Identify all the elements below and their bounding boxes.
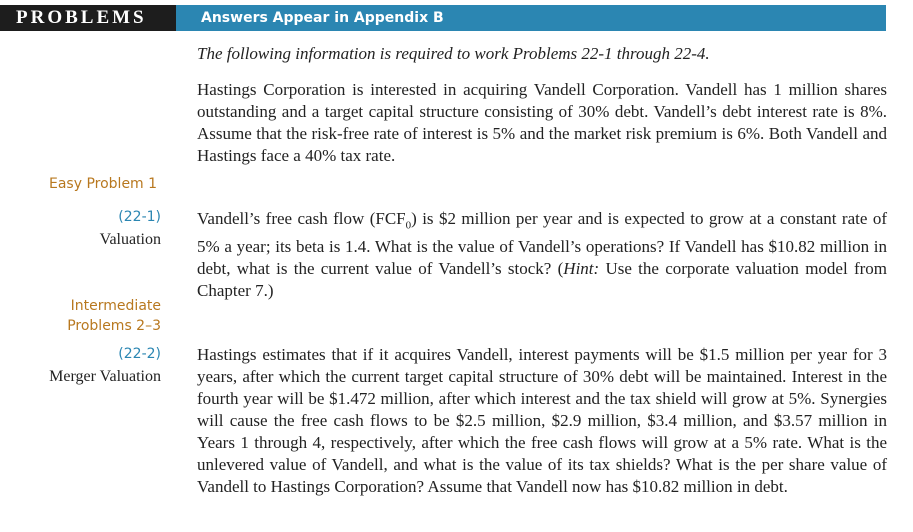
problem-1-text-mid: ) is $2 million per year and is expected to grow at a constant rate of 5% a year; its beta is 1.4. What is the value of Vandell’s operations? If Vandell has $10.82 million in debt, what is the current value of Vandell’s stock? ( [197,209,887,279]
problem-2-label: Merger Valuation [49,368,161,385]
problem-1-text [197,208,887,302]
problem-1-label: Valuation [99,231,161,248]
intermediate-heading-line-1: Intermediate [70,298,161,314]
intro-text: The following information is required to work Problems 22-1 through 22-4. [197,44,710,63]
section-title: PROBLEMS [0,5,176,31]
problem-1-hint-text: Use the corporate valuation model from Chapter 7.) [197,259,888,301]
problem-2-text: Hastings estimates that if it acquires Vandell, interest payments will be $1.5 million per year for 3 years, after which the current target capital structure of 30% debt will be maintained. Interest in the fourth year will be $1.472 million, after which interest and the tax shield will grow at 5%. Synergies will cause the free cash flows to be $2.5 million, $2.9 million, $3.4 million, and $3.57 million in Years 1 through 4, respectively, after which the free cash flows will grow at a 5% rate. What is the unlevered value of Vandell, and what is the value of its tax shields? What is the per share value of Vandell to Hastings Corporation? Assume that Vandell now has $10.82 million in debt. [197,345,887,496]
problem-1-number: (22-1) [118,209,161,225]
section-subtitle: Answers Appear in Appendix B [176,5,886,31]
problem-1-text-start: Vandell’s free cash flow (FCF [197,209,406,228]
problem-1-hint-label: Hint: [563,259,600,279]
problem-2-number: (22-2) [118,346,161,362]
intermediate-heading-line-2: Problems 2–3 [67,318,161,334]
info-paragraph: Hastings Corporation is interested in acquiring Vandell Corporation. Vandell has 1 million shares outstanding and a target capital structure consisting of 30% debt. Vandell’s debt interest rate is 8%. Assume that the risk-free rate of interest is 5% and the market risk premium is 6%. Both Vandell and Hastings face a 40% tax rate. [197,80,887,165]
intermediate-heading [67,296,161,336]
easy-heading: Easy Problem 1 [49,176,158,192]
problem-1-subscript: 0 [405,219,412,232]
section-header [0,5,886,31]
